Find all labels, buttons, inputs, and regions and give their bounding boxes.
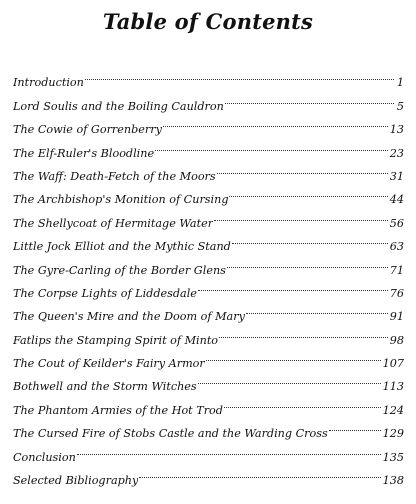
dot-leader bbox=[214, 203, 388, 226]
toc-entry-label: The Queen's Mire and the Doom of Mary bbox=[13, 310, 245, 324]
toc-entry-page-number: 31 bbox=[389, 169, 404, 183]
page-title: Table of Contents bbox=[102, 9, 314, 34]
dot-leader bbox=[85, 63, 394, 86]
toc-entry-page-number: 129 bbox=[382, 427, 404, 441]
dot-leader bbox=[229, 180, 387, 203]
toc-entry-label: Selected Bibliography bbox=[13, 474, 139, 488]
toc-entry-page-number: 91 bbox=[389, 310, 404, 324]
toc-entry-page-number: 107 bbox=[382, 357, 404, 371]
dot-leader bbox=[155, 133, 388, 156]
dot-leader bbox=[219, 320, 388, 343]
toc-entry-page-number: 13 bbox=[389, 123, 404, 137]
dot-leader bbox=[227, 250, 388, 273]
toc-entry-page-number: 98 bbox=[389, 333, 404, 347]
toc-entry bbox=[13, 63, 404, 90]
toc-entry-page-number: 76 bbox=[389, 286, 404, 300]
toc-entry-page-number: 138 bbox=[382, 474, 404, 488]
toc-entry-label: The Gyre-Carling of the Border Glens bbox=[13, 263, 226, 277]
dot-leader bbox=[225, 86, 394, 109]
dot-leader bbox=[139, 461, 380, 484]
toc-entry-page-number: 1 bbox=[396, 76, 404, 90]
toc-entry-page-number: 63 bbox=[389, 240, 404, 254]
toc-entry-label: Little Jock Elliot and the Mythic Stand bbox=[13, 240, 231, 254]
dot-leader bbox=[232, 227, 388, 250]
toc-entry-page-number: 44 bbox=[389, 193, 404, 207]
toc-entry-label: Conclusion bbox=[13, 450, 76, 464]
dot-leader bbox=[163, 110, 388, 133]
toc-entry-label: The Shellycoat of Hermitage Water bbox=[13, 216, 214, 230]
dot-leader bbox=[224, 390, 381, 413]
toc-entry-page-number: 56 bbox=[389, 216, 404, 230]
toc-entry-page-number: 5 bbox=[396, 99, 404, 113]
toc-entry-label: Bothwell and the Storm Witches bbox=[13, 380, 197, 394]
toc-entry-label: Fatlips the Stamping Spirit of Minto bbox=[13, 333, 219, 347]
toc-entry-label: The Phantom Armies of the Hot Trod bbox=[13, 403, 223, 417]
toc-entry-page-number: 124 bbox=[382, 403, 404, 417]
toc-entry-label: The Waff: Death-Fetch of the Moors bbox=[13, 169, 216, 183]
dot-leader bbox=[198, 274, 388, 297]
dot-leader bbox=[206, 344, 381, 367]
toc-entry-label: The Elf-Ruler's Bloodline bbox=[13, 146, 155, 160]
toc-entry-label: The Archbishop's Monition of Cursing bbox=[13, 193, 229, 207]
dot-leader bbox=[246, 297, 388, 320]
toc-entry-label: The Cursed Fire of Stobs Castle and the Warding Cross bbox=[13, 427, 328, 441]
dot-leader bbox=[329, 414, 381, 437]
toc-entry-label: The Cout of Keilder's Fairy Armor bbox=[13, 357, 205, 371]
toc-entry-page-number: 135 bbox=[382, 450, 404, 464]
toc-entry-label: The Cowie of Gorrenberry bbox=[13, 123, 162, 137]
dot-leader bbox=[77, 437, 381, 460]
toc-entry-page-number: 71 bbox=[389, 263, 404, 277]
toc-entry-page-number: 113 bbox=[382, 380, 404, 394]
toc-entry-label: Lord Soulis and the Boiling Cauldron bbox=[13, 99, 224, 113]
dot-leader bbox=[198, 367, 381, 390]
dot-leader bbox=[217, 157, 388, 180]
toc-entry-page-number: 23 bbox=[389, 146, 404, 160]
toc-entry-label: The Corpse Lights of Liddesdale bbox=[13, 286, 197, 300]
table-of-contents bbox=[13, 63, 404, 488]
toc-entry-label: Introduction bbox=[13, 76, 84, 90]
